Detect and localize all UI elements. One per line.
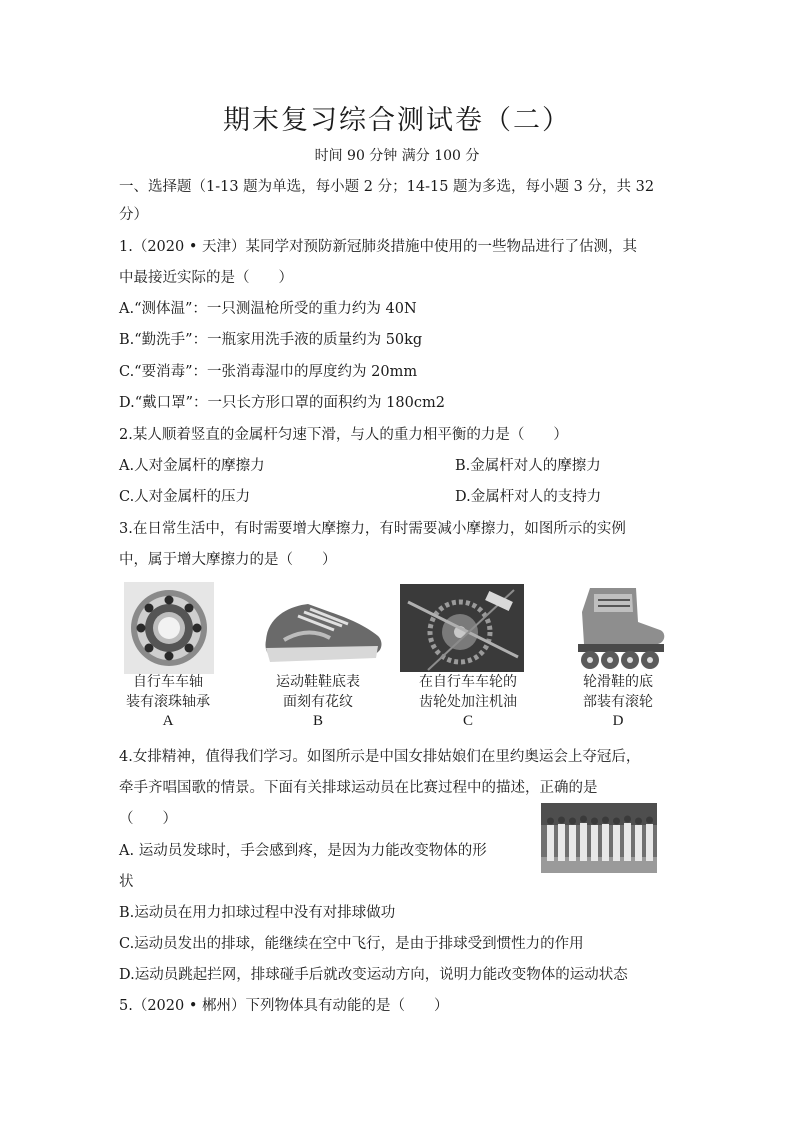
q3-figure-a-caption: 自行车车轴 bbox=[133, 674, 203, 690]
q2-option-c: C.人对金属杆的压力 bbox=[119, 489, 251, 505]
q4-stem-answer-bracket: （ ） bbox=[119, 811, 177, 827]
q4-stem: 4.女排精神，值得我们学习。如图所示是中国女排姑娘们在里约奥运会上夺冠后， bbox=[119, 749, 641, 765]
q1-stem: 1.（2020 • 天津）某同学对预防新冠肺炎措施中使用的一些物品进行了估测，其 bbox=[119, 239, 638, 255]
q4-option-d: D.运动员跳起拦网，排球碰手后就改变运动方向，说明力能改变物体的运动状态 bbox=[119, 967, 628, 983]
q5-stem: 5.（2020 • 郴州）下列物体具有动能的是（ ） bbox=[119, 998, 449, 1014]
q3-figure-c-label: C bbox=[462, 713, 473, 729]
q4-option-b: B.运动员在用力扣球过程中没有对排球做功 bbox=[119, 905, 396, 921]
sneaker-icon bbox=[238, 582, 398, 674]
q3-figure-a bbox=[88, 582, 248, 732]
q3-figure-d-label: D bbox=[612, 713, 624, 729]
q3-figure-c bbox=[388, 582, 548, 732]
q2-option-b: B.金属杆对人的摩擦力 bbox=[455, 458, 601, 474]
q3-figure-c-caption-cont: 齿轮处加注机油 bbox=[419, 694, 517, 710]
roller-skate-icon bbox=[538, 582, 698, 674]
q3-figure-d-caption-cont: 部装有滚轮 bbox=[583, 694, 653, 710]
bicycle-gear-icon bbox=[388, 582, 548, 674]
q4-option-a: A. 运动员发球时，手会感到疼，是因为力能改变物体的形 bbox=[119, 843, 487, 859]
section-heading-cont: 分） bbox=[119, 207, 148, 223]
q1-option-a: A.“测体温”：一只测温枪所受的重力约为 40N bbox=[119, 301, 417, 317]
q3-figure-a-label: A bbox=[162, 713, 174, 729]
exam-time-and-score: 时间 90 分钟 满分 100 分 bbox=[314, 148, 480, 164]
q3-figure-d-caption: 轮滑鞋的底 bbox=[583, 674, 653, 690]
q3-figure-b-caption: 运动鞋鞋底表 bbox=[276, 674, 360, 690]
q1-option-b: B.“勤洗手”：一瓶家用洗手液的质量约为 50kg bbox=[119, 332, 423, 348]
q4-option-a-cont: 状 bbox=[119, 874, 134, 890]
ball-bearing-icon bbox=[88, 582, 248, 674]
q4-option-c: C.运动员发出的排球，能继续在空中飞行，是由于排球受到惯性力的作用 bbox=[119, 936, 584, 952]
q3-stem: 3.在日常生活中，有时需要增大摩擦力，有时需要减小摩擦力，如图所示的实例 bbox=[119, 521, 626, 537]
page-title: 期末复习综合测试卷（二） bbox=[223, 105, 571, 136]
volleyball-team-photo-icon bbox=[541, 803, 657, 873]
q1-option-d: D.“戴口罩”：一只长方形口罩的面积约为 180cm2 bbox=[119, 395, 445, 411]
q4-stem-cont: 牵手齐唱国歌的情景。下面有关排球运动员在比赛过程中的描述，正确的是 bbox=[119, 780, 598, 796]
q3-figure-a-caption-cont: 装有滚珠轴承 bbox=[126, 694, 210, 710]
q2-stem: 2.某人顺着竖直的金属杆匀速下滑，与人的重力相平衡的力是（ ） bbox=[119, 427, 568, 443]
section-heading: 一、选择题（1-13 题为单选，每小题 2 分；14-15 题为多选，每小题 3 分，共 32 bbox=[119, 179, 655, 195]
q2-option-a: A.人对金属杆的摩擦力 bbox=[119, 458, 265, 474]
q3-figure-b bbox=[238, 582, 398, 732]
q3-figure-b-label: B bbox=[312, 713, 323, 729]
q3-figure-d bbox=[538, 582, 698, 732]
q2-option-d: D.金属杆对人的支持力 bbox=[455, 489, 602, 505]
q3-figure-b-caption-cont: 面刻有花纹 bbox=[283, 694, 353, 710]
q3-stem-cont: 中，属于增大摩擦力的是（ ） bbox=[119, 552, 337, 568]
q1-stem-cont: 中最接近实际的是（ ） bbox=[119, 270, 293, 286]
q3-figure-c-caption: 在自行车车轮的 bbox=[419, 674, 517, 690]
q1-option-c: C.“要消毒”：一张消毒湿巾的厚度约为 20mm bbox=[119, 364, 418, 380]
